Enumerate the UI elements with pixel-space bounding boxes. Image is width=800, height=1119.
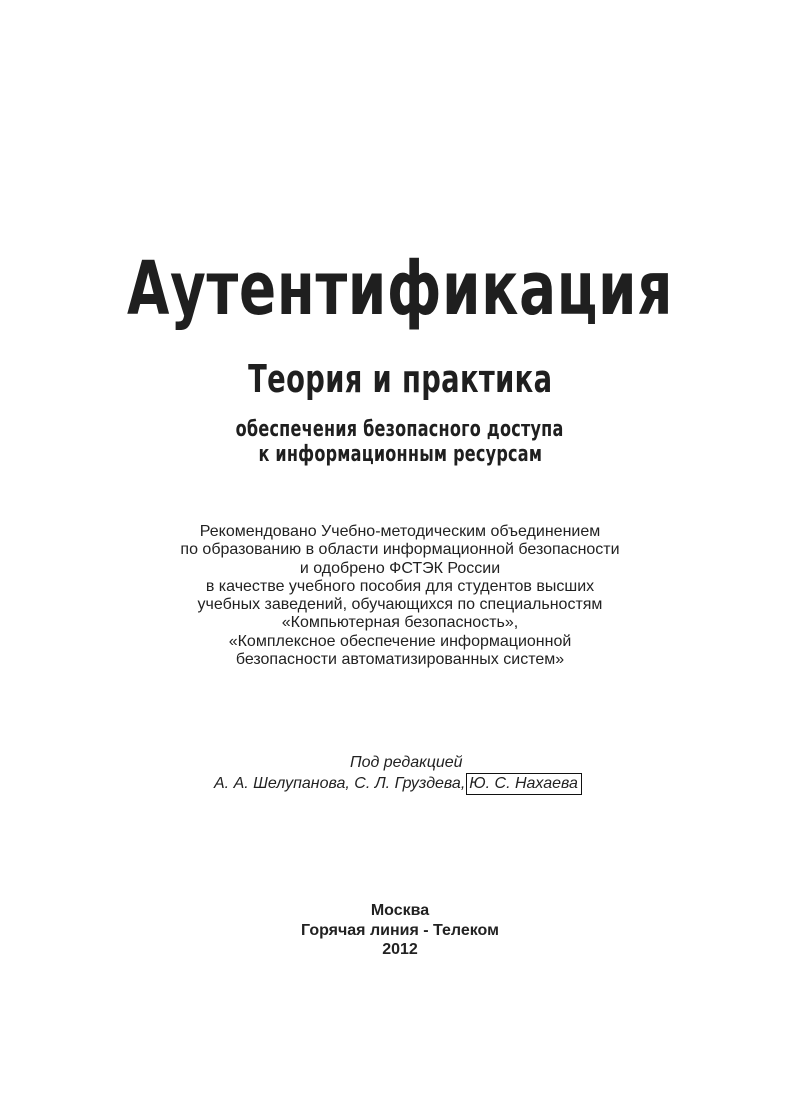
recommendation-line: Рекомендовано Учебно-методическим объединением bbox=[199, 523, 601, 540]
recommendation-line: в качестве учебного пособия для студентов высших bbox=[205, 577, 595, 595]
recommendation-line: безопасности автоматизированных систем» bbox=[235, 651, 565, 669]
publisher-name: Горячая линия - Телеком bbox=[301, 921, 499, 939]
publisher-block bbox=[0, 901, 800, 960]
editors-label: Под редакцией bbox=[350, 754, 463, 771]
recommendation-line: учебных заведений, обучающихся по специальностям bbox=[197, 596, 603, 614]
book-subtitle-text: Теория и практика bbox=[247, 357, 553, 401]
recommendation-line: по образованию в области информационной безопасности bbox=[180, 541, 620, 559]
subtitle-line-1-text: обеспечения безопасного доступа bbox=[236, 417, 564, 442]
recommendation-line: и одобрено ФСТЭК России bbox=[299, 559, 501, 577]
editors-names bbox=[214, 775, 582, 793]
recommendation-line: «Комплексное обеспечение информационной bbox=[228, 632, 572, 650]
subtitle-line-2-text: к информационным ресурсам bbox=[258, 442, 542, 467]
publisher-city: Москва bbox=[370, 902, 430, 919]
recommendation-line: «Компьютерная безопасность», bbox=[281, 614, 519, 632]
editors-names-prefix: А. А. Шелупанова, С. Л. Груздева, bbox=[214, 775, 466, 792]
book-title-text: Аутентификация bbox=[126, 246, 674, 332]
publication-year: 2012 bbox=[382, 941, 418, 958]
subtitle-line-1 bbox=[0, 417, 800, 443]
recommendation-block bbox=[0, 523, 800, 669]
subtitle-line-2 bbox=[0, 442, 800, 468]
book-title bbox=[0, 244, 800, 334]
highlighted-editor-name: Ю. С. Нахаева bbox=[466, 773, 582, 795]
book-subtitle bbox=[0, 356, 800, 402]
